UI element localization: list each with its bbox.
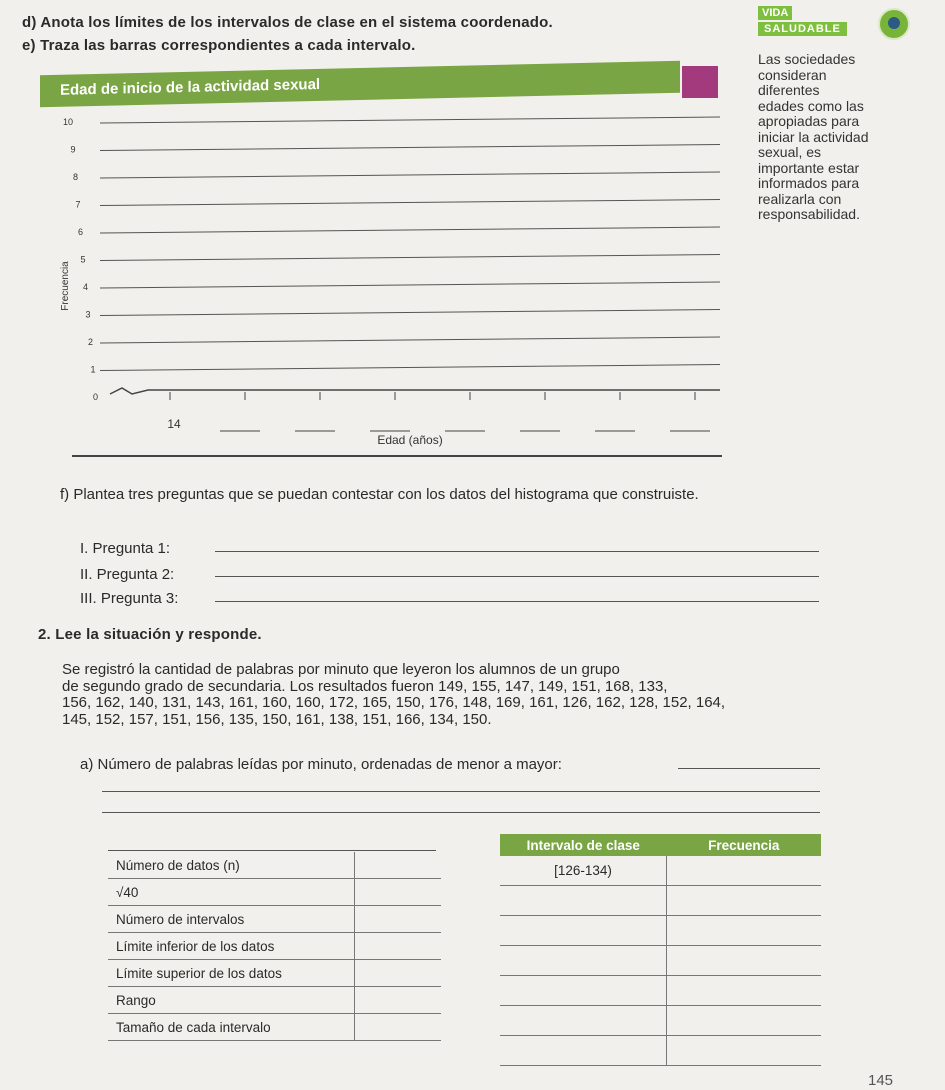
- table-row: [108, 933, 441, 960]
- side-note-line: edades como las: [758, 97, 864, 114]
- page-number: 145: [868, 1072, 894, 1089]
- badge-saludable: SALUDABLE: [758, 22, 847, 36]
- gridline: [100, 282, 720, 288]
- answer-a-line-1[interactable]: [678, 768, 820, 769]
- frequency-cell[interactable]: [667, 1006, 822, 1036]
- side-note-line: Las sociedades: [758, 51, 856, 67]
- badge-vida: VIDA: [758, 6, 792, 20]
- summary-label: Número de intervalos: [108, 906, 355, 933]
- header-intervalo: Intervalo de clase: [500, 834, 667, 856]
- summary-label: √40: [108, 879, 355, 906]
- histogram-chart: [40, 100, 740, 460]
- table-row: [108, 852, 441, 879]
- side-note-line: consideran: [758, 66, 827, 83]
- summary-value[interactable]: [355, 879, 442, 906]
- interval-cell[interactable]: [126-134): [500, 856, 667, 886]
- table-row: [108, 1014, 441, 1041]
- table-row: [500, 916, 821, 946]
- interval-cell[interactable]: [500, 1006, 667, 1036]
- summary-label: Límite superior de los datos: [108, 960, 355, 987]
- paragraph-line: 145, 152, 157, 151, 156, 135, 150, 161, 138, 151, 166, 134, 150.: [62, 710, 492, 728]
- interval-cell[interactable]: [500, 1036, 667, 1066]
- frequency-table: [500, 834, 821, 1066]
- interval-cell[interactable]: [500, 916, 667, 946]
- x-axis: [110, 388, 720, 394]
- gridline: [100, 365, 720, 371]
- frequency-cell[interactable]: [667, 856, 822, 886]
- summary-value[interactable]: [355, 987, 442, 1014]
- table-row: [500, 1006, 821, 1036]
- gridline: [100, 145, 720, 151]
- y-tick-label: 10: [62, 117, 73, 127]
- summary-value[interactable]: [355, 852, 442, 879]
- y-tick-label: 0: [92, 392, 98, 402]
- side-note-line: realizarla con: [758, 190, 842, 207]
- summary-value[interactable]: [355, 906, 442, 933]
- question-f-prompt: f) Plantea tres preguntas que se puedan contestar con los datos del histograma que construiste.: [60, 486, 699, 503]
- table-row: [108, 960, 441, 987]
- table-header-row: [500, 834, 821, 856]
- table-row: [108, 906, 441, 933]
- side-note-line: iniciar la actividad: [758, 128, 869, 145]
- chart-title-accent: [682, 66, 718, 98]
- x-axis-title: Edad (años): [377, 433, 443, 447]
- interval-cell[interactable]: [500, 976, 667, 1006]
- table-row: [500, 1036, 821, 1066]
- y-tick-label: 4: [82, 282, 88, 292]
- answer-a-line-3[interactable]: [102, 812, 820, 813]
- table-row: [500, 946, 821, 976]
- paragraph-line: Se registró la cantidad de palabras por minuto que leyeron los alumnos de un grupo: [62, 661, 620, 678]
- x-tick-label: 14: [167, 417, 181, 431]
- summary-label: Número de datos (n): [108, 852, 355, 879]
- y-tick-label: 1: [90, 364, 96, 375]
- left-table-top-rule: [108, 850, 436, 851]
- y-tick-label: 5: [80, 254, 86, 265]
- section-2-paragraph: [62, 662, 725, 728]
- gridline: [100, 117, 720, 123]
- gridline: [100, 172, 720, 178]
- question-1-field[interactable]: [215, 551, 819, 552]
- summary-label: Límite inferior de los datos: [108, 933, 355, 960]
- question-2-field[interactable]: [215, 576, 819, 577]
- frequency-cell[interactable]: [667, 946, 822, 976]
- frequency-cell[interactable]: [667, 1036, 822, 1066]
- smile-icon: [878, 8, 910, 40]
- section-2-title: 2. Lee la situación y responde.: [38, 626, 262, 643]
- question-3-label: III. Pregunta 3:: [80, 590, 179, 607]
- gridline: [100, 337, 720, 343]
- summary-value[interactable]: [355, 933, 442, 960]
- interval-cell[interactable]: [500, 886, 667, 916]
- y-tick-label: 3: [85, 309, 91, 320]
- y-tick-label: 6: [77, 227, 83, 237]
- table-row: [108, 879, 441, 906]
- table-row: [500, 856, 821, 886]
- side-note-line: diferentes: [758, 82, 820, 98]
- instruction-e: e) Traza las barras correspondientes a cada intervalo.: [22, 37, 416, 54]
- y-axis-title: Frecuencia: [60, 261, 71, 311]
- interval-cell[interactable]: [500, 946, 667, 976]
- table-row: [500, 976, 821, 1006]
- instruction-d: d) Anota los límites de los intervalos de clase en el sistema coordenado.: [22, 14, 553, 31]
- chart-title: Edad de inicio de la actividad sexual: [40, 61, 680, 108]
- paragraph-line: de segundo grado de secundaria. Los resultados fueron 149, 155, 147, 149, 151, 168, 133,: [62, 677, 668, 695]
- side-note: [758, 52, 938, 223]
- question-a-label: a) Número de palabras leídas por minuto, ordenadas de menor a mayor:: [80, 756, 562, 773]
- gridline: [100, 200, 720, 206]
- header-frecuencia: Frecuencia: [667, 834, 822, 856]
- question-1-label: I. Pregunta 1:: [80, 540, 171, 557]
- y-tick-label: 2: [87, 337, 93, 347]
- summary-label: Tamaño de cada intervalo: [108, 1014, 355, 1041]
- y-tick-label: 7: [75, 199, 81, 210]
- chart-divider: [72, 455, 722, 457]
- question-2-label: II. Pregunta 2:: [80, 566, 175, 583]
- gridline: [100, 255, 720, 261]
- table-row: [108, 987, 441, 1014]
- answer-a-line-2[interactable]: [102, 791, 820, 792]
- y-tick-label: 9: [70, 144, 76, 155]
- side-note-line: apropiadas para: [758, 113, 860, 129]
- frequency-cell[interactable]: [667, 916, 822, 946]
- frequency-cell[interactable]: [667, 976, 822, 1006]
- gridline: [100, 310, 720, 316]
- side-note-line: informados para: [758, 175, 860, 191]
- side-note-line: importante estar: [758, 159, 860, 176]
- summary-table: [108, 852, 441, 1041]
- question-3-field[interactable]: [215, 601, 819, 602]
- summary-label: Rango: [108, 987, 355, 1014]
- paragraph-line: 156, 162, 140, 131, 143, 161, 160, 160, 172, 165, 150, 176, 148, 169, 161, 126, 162, 128, 152, 164,: [62, 694, 726, 711]
- gridline: [100, 227, 720, 233]
- table-row: [500, 886, 821, 916]
- summary-value[interactable]: [355, 1014, 442, 1041]
- summary-value[interactable]: [355, 960, 442, 987]
- side-note-line: sexual, es: [758, 144, 822, 160]
- y-tick-label: 8: [72, 172, 78, 182]
- frequency-cell[interactable]: [667, 886, 822, 916]
- side-note-line: responsabilidad.: [758, 206, 860, 222]
